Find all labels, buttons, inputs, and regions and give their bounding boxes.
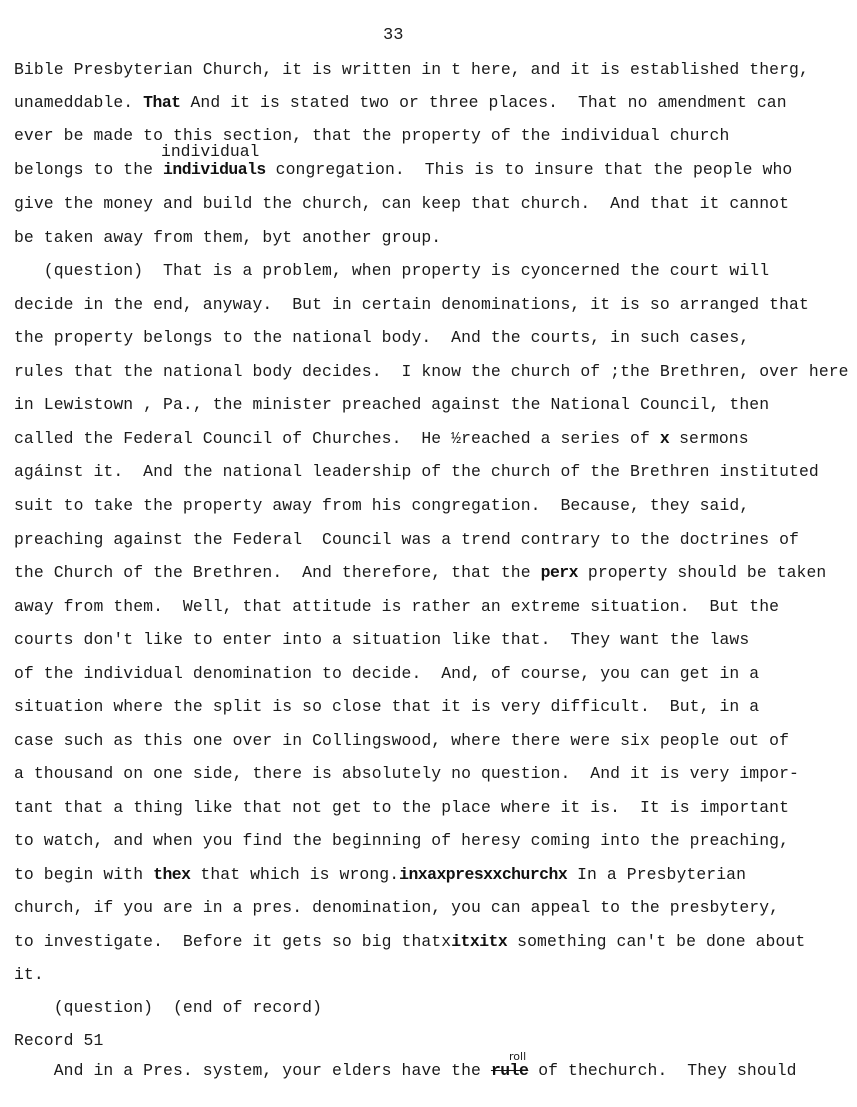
text-segment: that which is wrong. — [190, 865, 400, 884]
text-segment: (question) That is a problem, when property is cyoncerned the court will — [14, 261, 770, 280]
text-segment: Bible Presbyterian Church, it is written in t here, and it is established therg, — [14, 60, 809, 79]
struck-over-text: thex — [153, 865, 191, 884]
text-segment: preaching against the Federal Council was a trend contrary to the doctrines of — [14, 530, 799, 549]
text-segment: to begin with — [14, 865, 154, 884]
text-line — [14, 530, 799, 549]
text-line — [14, 965, 44, 984]
text-segment: case such as this one over in Collingswood, where there were six people out of — [14, 731, 790, 750]
struck-over-text: individuals — [163, 160, 266, 179]
text-segment: something can't be done about — [507, 932, 806, 951]
text-segment: courts don't like to enter into a situation like that. They want the laws — [14, 630, 750, 649]
text-segment: And in a Pres. system, your elders have the — [14, 1061, 491, 1080]
text-line — [14, 93, 787, 112]
text-line — [14, 328, 749, 347]
text-line — [14, 194, 789, 213]
text-line — [14, 1061, 797, 1080]
text-line — [14, 429, 749, 448]
text-line — [14, 496, 749, 515]
text-line — [14, 597, 779, 616]
text-line — [14, 563, 826, 582]
text-line — [14, 664, 759, 683]
text-segment: situation where the split is so close that it is very difficult. But, in a — [14, 697, 760, 716]
struck-over-text: That — [143, 93, 181, 112]
text-line — [14, 261, 769, 280]
page-number: 33 — [383, 26, 404, 45]
text-segment: the property belongs to the national body. And the courts, in such cases, — [14, 328, 750, 347]
text-line — [14, 126, 729, 145]
text-segment: suit to take the property away from his congregation. Because, they said, — [14, 496, 750, 515]
text-line — [14, 295, 809, 314]
text-line — [14, 731, 789, 750]
struck-over-text: x — [659, 429, 670, 448]
text-segment: Record 51 — [14, 1031, 104, 1050]
interlinear-correction: individual — [161, 142, 260, 161]
text-segment: a thousand on one side, there is absolutely no question. And it is very impor- — [14, 764, 799, 783]
text-segment: away from them. Well, that attitude is rather an extreme situation. But the — [14, 597, 780, 616]
text-segment: church, if you are in a pres. denomination, you can appeal to the presbytery, — [14, 898, 780, 917]
text-line — [14, 798, 789, 817]
text-line — [14, 630, 749, 649]
text-line — [14, 764, 799, 783]
text-segment: property should be taken — [577, 563, 827, 582]
text-segment: agáinst it. And the national leadership of the church of the Brethren instituted — [14, 462, 819, 481]
text-segment: the Church of the Brethren. And therefore, that the — [14, 563, 541, 582]
text-segment: belongs to the — [14, 160, 164, 179]
text-segment: give the money and build the church, can keep that church. And that it cannot — [14, 194, 790, 213]
text-segment: tant that a thing like that not get to the place where it is. It is important — [14, 798, 790, 817]
text-segment: be taken away from them, byt another group. — [14, 228, 442, 247]
struck-over-text: inxaxpresxxchurchx — [399, 865, 568, 884]
text-segment: to watch, and when you find the beginning of heresy coming into the preaching, — [14, 831, 790, 850]
struck-over-text: rule — [490, 1061, 529, 1080]
text-line — [14, 1031, 103, 1050]
text-line — [14, 898, 779, 917]
text-segment: (question) (end of record) — [14, 998, 323, 1017]
text-line — [14, 395, 769, 414]
text-line — [14, 160, 792, 179]
text-line — [14, 831, 789, 850]
text-segment: in Lewistown , Pa., the minister preached against the National Council, then — [14, 395, 770, 414]
text-segment: And it is stated two or three places. That no amendment can — [180, 93, 787, 112]
text-segment: of the individual denomination to decide. And, of course, you can get in a — [14, 664, 760, 683]
text-segment: ever be made to this section, that the property of the individual church — [14, 126, 730, 145]
text-line — [14, 865, 746, 884]
struck-over-text: perx — [540, 563, 578, 582]
text-segment: called the Federal Council of Churches. He ½reached a series of — [14, 429, 660, 448]
text-segment: congregation. This is to insure that the people who — [265, 160, 793, 179]
text-segment: to investigate. Before it gets so big thatx — [14, 932, 452, 951]
text-line — [14, 932, 805, 951]
text-line — [14, 60, 809, 79]
text-line — [14, 362, 849, 381]
text-line — [14, 998, 322, 1017]
text-segment: unameddable. — [14, 93, 144, 112]
text-line — [14, 228, 441, 247]
text-segment: of thechurch. They should — [528, 1061, 797, 1080]
text-segment: decide in the end, anyway. But in certain denominations, it is so arranged that — [14, 295, 809, 314]
handwritten-correction: roll — [509, 1050, 527, 1063]
text-line — [14, 462, 819, 481]
struck-over-text: itxitx — [451, 932, 508, 951]
text-line — [14, 697, 759, 716]
text-segment: rules that the national body decides. I know the church of ;the Brethren, over here — [14, 362, 849, 381]
text-segment: sermons — [669, 429, 749, 448]
text-segment: In a Presbyterian — [567, 865, 747, 884]
text-segment: it. — [14, 965, 44, 984]
